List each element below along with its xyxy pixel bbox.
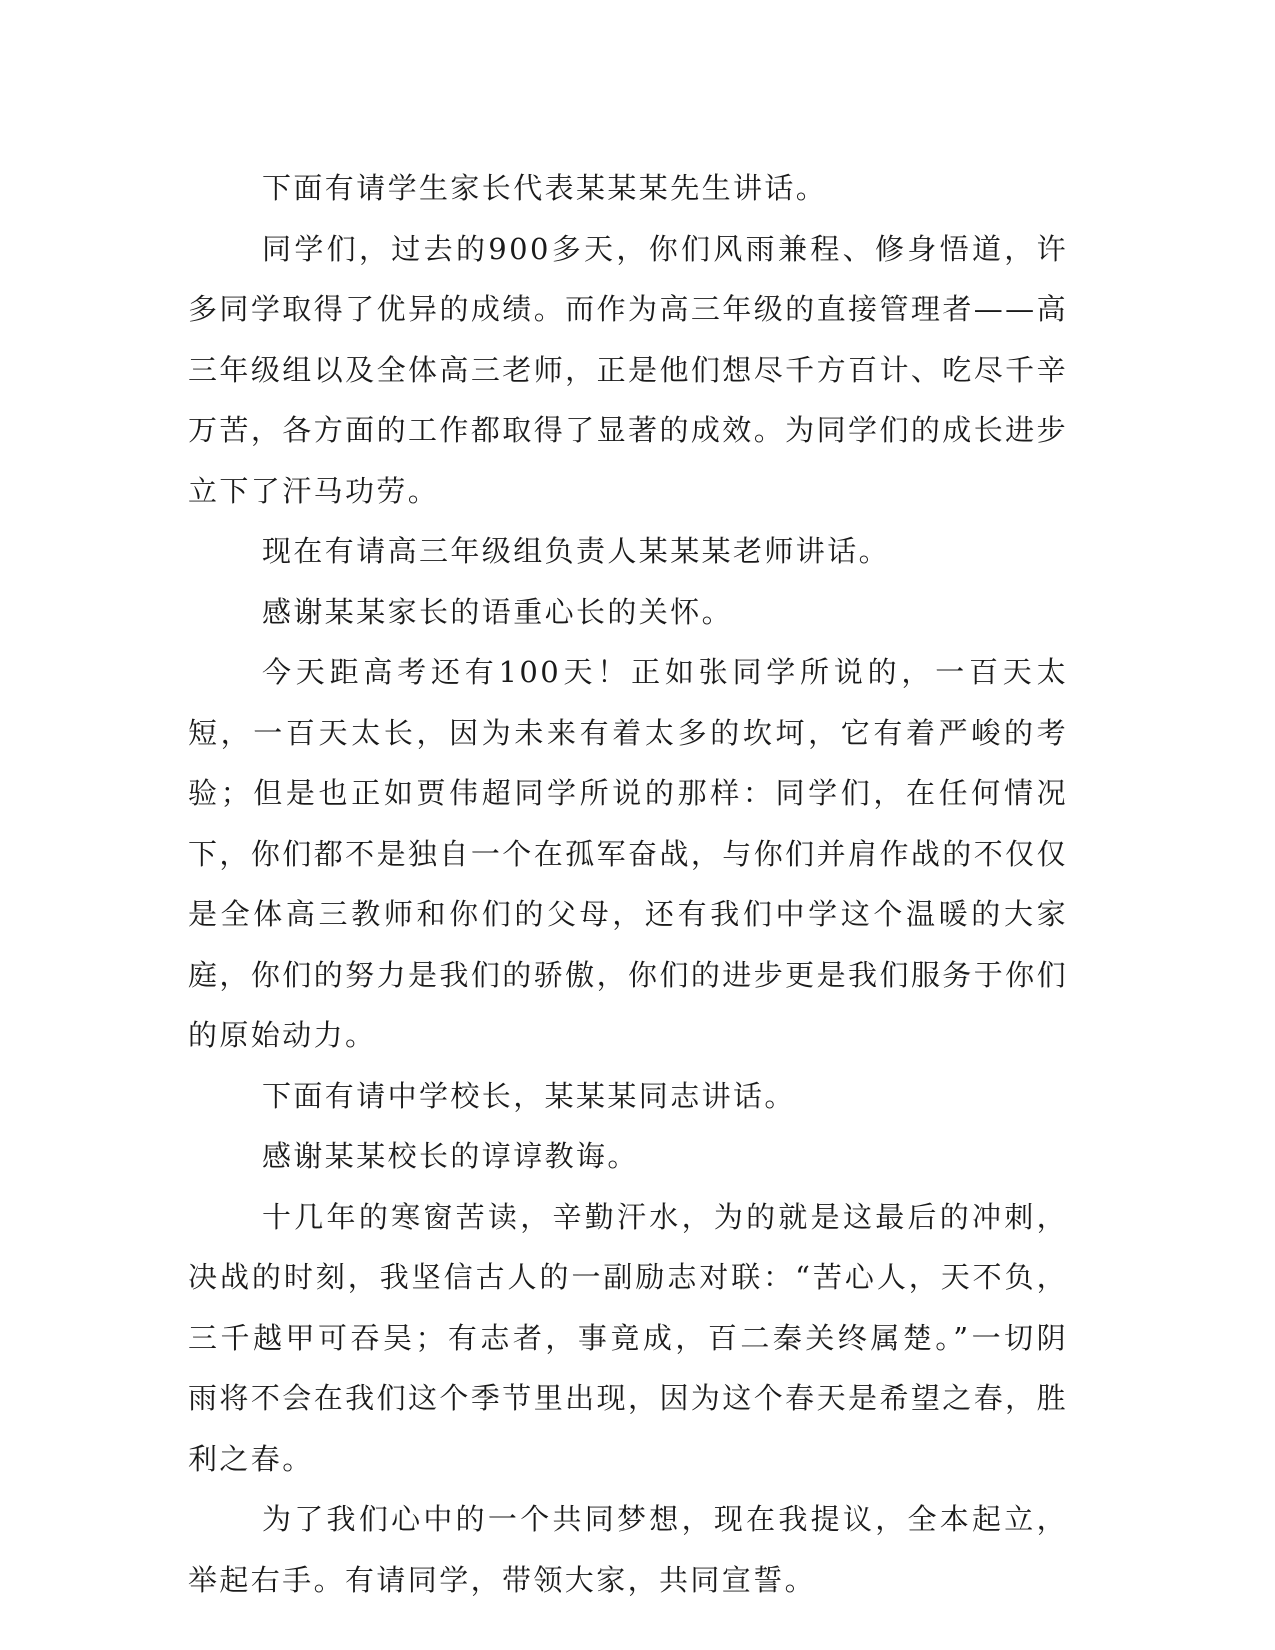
paragraph-hundred-days: 今天距高考还有100天！正如张同学所说的，一百天太短，一百天太长，因为未来有着太多的坎坷，它有着严峻的考验；但是也正如贾伟超同学所说的那样：同学们，在任何情况下，你们都不是独自一个在孤军奋战，与你们并肩作战的不仅仅是全体高三教师和你们的父母，还有我们中学这个温暖的大家庭，你们的努力是我们的骄傲，你们的进步更是我们服务于你们的原始动力。 <box>188 655 1068 1052</box>
paragraph-oath-invitation: 为了我们心中的一个共同梦想，现在我提议，全本起立，举起右手。有请同学，带领大家，共同宣誓。 <box>188 1502 1068 1597</box>
paragraph-parent-speech-intro: 下面有请学生家长代表某某某先生讲话。 <box>262 171 828 205</box>
paragraph-principal-intro: 下面有请中学校长，某某某同志讲话。 <box>262 1078 796 1113</box>
paragraph-thanks-principal: 感谢某某校长的谆谆教诲。 <box>262 1139 639 1173</box>
document-body <box>188 158 1068 1610</box>
paragraph-teachers-achievements: 同学们，过去的900多天，你们风雨兼程、修身悟道，许多同学取得了优异的成绩。而作为高三年级的直接管理者——高三年级组以及全体高三老师，正是他们想尽千方百计、吃尽千辛万苦，各方面的工作都取得了显著的成效。为同学们的成长进步立下了汗马功劳。 <box>188 231 1068 508</box>
paragraph-final-sprint: 十几年的寒窗苦读，辛勤汗水，为的就是这最后的冲刺，决战的时刻，我坚信古人的一副励志对联：“苦心人，天不负，三千越甲可吞吴；有志者，事竟成，百二秦关终属楚。”一切阴雨将不会在我们这个季节里出现，因为这个春天是希望之春，胜利之春。 <box>188 1199 1068 1476</box>
paragraph-grade-leader-intro: 现在有请高三年级组负责人某某某老师讲话。 <box>262 534 891 568</box>
paragraph-thanks-parent: 感谢某某家长的语重心长的关怀。 <box>262 594 734 629</box>
